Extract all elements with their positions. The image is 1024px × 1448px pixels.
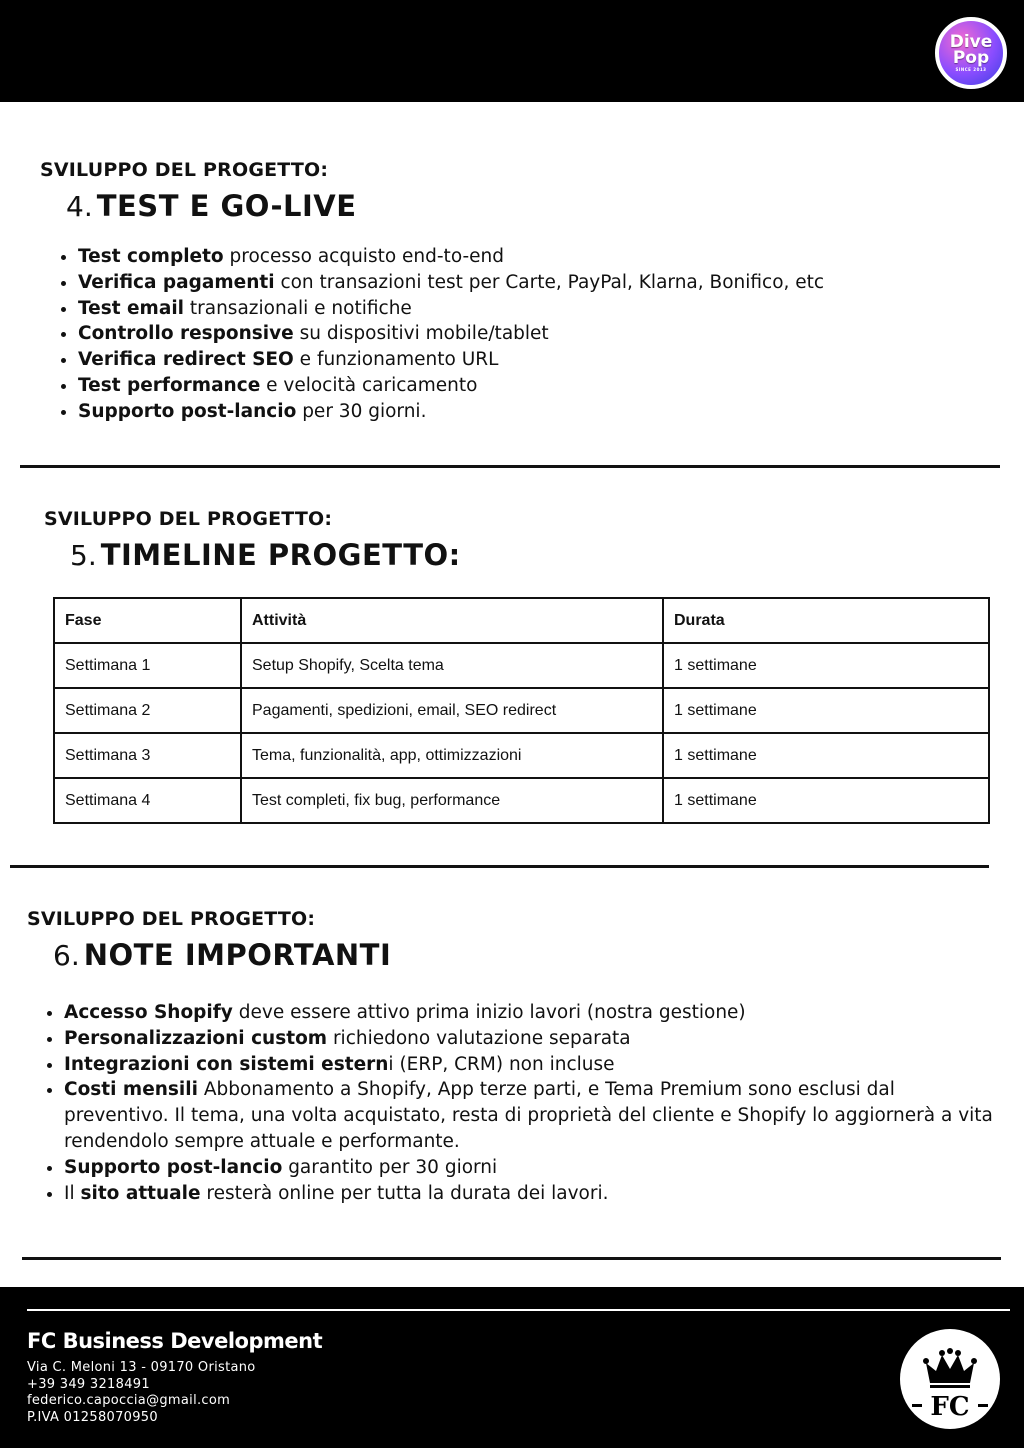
item-text: con transazioni test per Carte, PayPal, Klarna, Bonifico, etc	[274, 271, 825, 293]
phone: +39 349 3218491	[27, 1376, 150, 1392]
logo-line2: Pop	[952, 48, 990, 69]
item-text: garantito per 30 giorni	[282, 1156, 498, 1178]
item-text: richiedono valutazione separata	[327, 1027, 631, 1049]
footer-divider	[27, 1309, 1010, 1311]
item-text: e funzionamento URL	[293, 349, 499, 371]
section4-list	[56, 244, 824, 425]
section4-kicker: SVILUPPO DEL PROGETTO:	[40, 159, 329, 181]
timeline-table	[53, 597, 990, 824]
footer	[0, 1287, 1024, 1448]
list-item	[78, 270, 824, 296]
list-item	[64, 1181, 994, 1207]
table-row	[54, 643, 989, 688]
item-bold: Test email	[78, 297, 184, 319]
list-item	[64, 1155, 994, 1181]
list-item	[78, 321, 824, 347]
section6-number: 6.	[53, 939, 80, 972]
section5-number: 5.	[70, 539, 97, 572]
list-item	[64, 1077, 994, 1154]
table-row	[54, 778, 989, 823]
item-bold: Personalizzazioni custom	[64, 1027, 328, 1049]
item-bold: Supporto post-lancio	[64, 1156, 283, 1178]
table-cell: Test completi, fix bug, performance	[241, 778, 663, 823]
section6-heading	[53, 938, 391, 972]
list-item	[64, 1052, 994, 1078]
section5-title: TIMELINE PROGETTO:	[100, 538, 461, 572]
logo-tagline: SINCE 2013	[955, 67, 987, 73]
item-text: e velocità caricamento	[260, 374, 478, 396]
item-text: i (ERP, CRM) non incluse	[388, 1053, 615, 1075]
list-item	[78, 399, 824, 425]
item-bold: Verifica pagamenti	[78, 271, 275, 293]
item-bold: Accesso Shopify	[64, 1002, 233, 1023]
section4-heading	[66, 189, 357, 223]
table-cell: Settimana 4	[54, 778, 241, 823]
section-divider	[20, 465, 1000, 468]
table-cell: Settimana 1	[54, 643, 241, 688]
item-text: deve essere attivo prima inizio lavori (nostra gestione)	[232, 1002, 746, 1023]
item-text: per 30 giorni.	[296, 400, 427, 422]
section6-list	[42, 1000, 994, 1206]
section-divider	[10, 865, 989, 868]
table-cell: Settimana 3	[54, 733, 241, 778]
section5-heading	[70, 538, 461, 572]
table-cell: Settimana 2	[54, 688, 241, 733]
item-bold: Test performance	[78, 374, 261, 396]
table-cell: Pagamenti, spedizioni, email, SEO redirect	[241, 688, 663, 733]
item-bold: Verifica redirect SEO	[78, 349, 294, 371]
column-header-attivita: Attività	[241, 598, 663, 643]
table-cell: 1 settimane	[663, 733, 989, 778]
section5-kicker: SVILUPPO DEL PROGETTO:	[44, 508, 333, 530]
table-row	[54, 688, 989, 733]
crown-icon	[900, 1329, 1000, 1429]
column-header-durata: Durata	[663, 598, 989, 643]
section6-kicker: SVILUPPO DEL PROGETTO:	[27, 908, 316, 930]
header-bar	[0, 0, 1024, 102]
list-item	[78, 347, 824, 373]
company-name: FC Business Development	[27, 1329, 323, 1353]
email-link[interactable]: federico.capoccia@gmail.com	[27, 1393, 231, 1408]
section4-title: TEST E GO-LIVE	[96, 189, 357, 223]
item-prefix: Il	[64, 1182, 81, 1204]
table-cell: Tema, funzionalità, app, ottimizzazioni	[241, 733, 663, 778]
item-bold: Test completo	[78, 246, 224, 267]
address: Via C. Meloni 13 - 09170 Oristano	[27, 1360, 256, 1375]
item-bold: Supporto post-lancio	[78, 400, 297, 422]
item-text: transazionali e notifiche	[184, 297, 412, 319]
table-cell: 1 settimane	[663, 643, 989, 688]
item-text: Abbonamento a Shopify, App terze parti, e Tema Premium sono esclusi dal preventivo. Il tema, una volta acquistato, resta di proprietà del cliente e Shopify lo aggiornerà a vita rendendolo sempre attuale e performante.	[64, 1079, 993, 1152]
vat-number: P.IVA 01258070950	[27, 1409, 158, 1425]
list-item	[64, 1026, 994, 1052]
contact-block	[27, 1360, 256, 1426]
table-cell: 1 settimane	[663, 688, 989, 733]
section-divider	[22, 1257, 1001, 1260]
item-bold: Costi mensili	[64, 1079, 198, 1101]
logo-line1: Dive	[949, 31, 993, 52]
table-cell: 1 settimane	[663, 778, 989, 823]
logo-letters: FC	[930, 1392, 970, 1422]
fc-crown-logo	[900, 1329, 1000, 1429]
item-text: processo acquisto end-to-end	[223, 246, 505, 267]
item-bold: sito attuale	[80, 1182, 201, 1204]
item-text: su dispositivi mobile/tablet	[293, 323, 549, 345]
list-item	[78, 244, 824, 270]
item-text: resterà online per tutta la durata dei lavori.	[200, 1182, 609, 1204]
table-cell: Setup Shopify, Scelta tema	[241, 643, 663, 688]
section6-title: NOTE IMPORTANTI	[83, 938, 392, 972]
dive-pop-logo	[935, 17, 1007, 89]
section4-number: 4.	[66, 190, 93, 223]
table-row	[54, 733, 989, 778]
column-header-fase: Fase	[54, 598, 241, 643]
list-item	[78, 373, 824, 399]
item-bold: Integrazioni con sistemi estern	[64, 1053, 389, 1075]
table-header-row	[54, 598, 989, 643]
list-item	[64, 1000, 994, 1026]
item-bold: Controllo responsive	[78, 323, 294, 345]
list-item	[78, 296, 824, 322]
